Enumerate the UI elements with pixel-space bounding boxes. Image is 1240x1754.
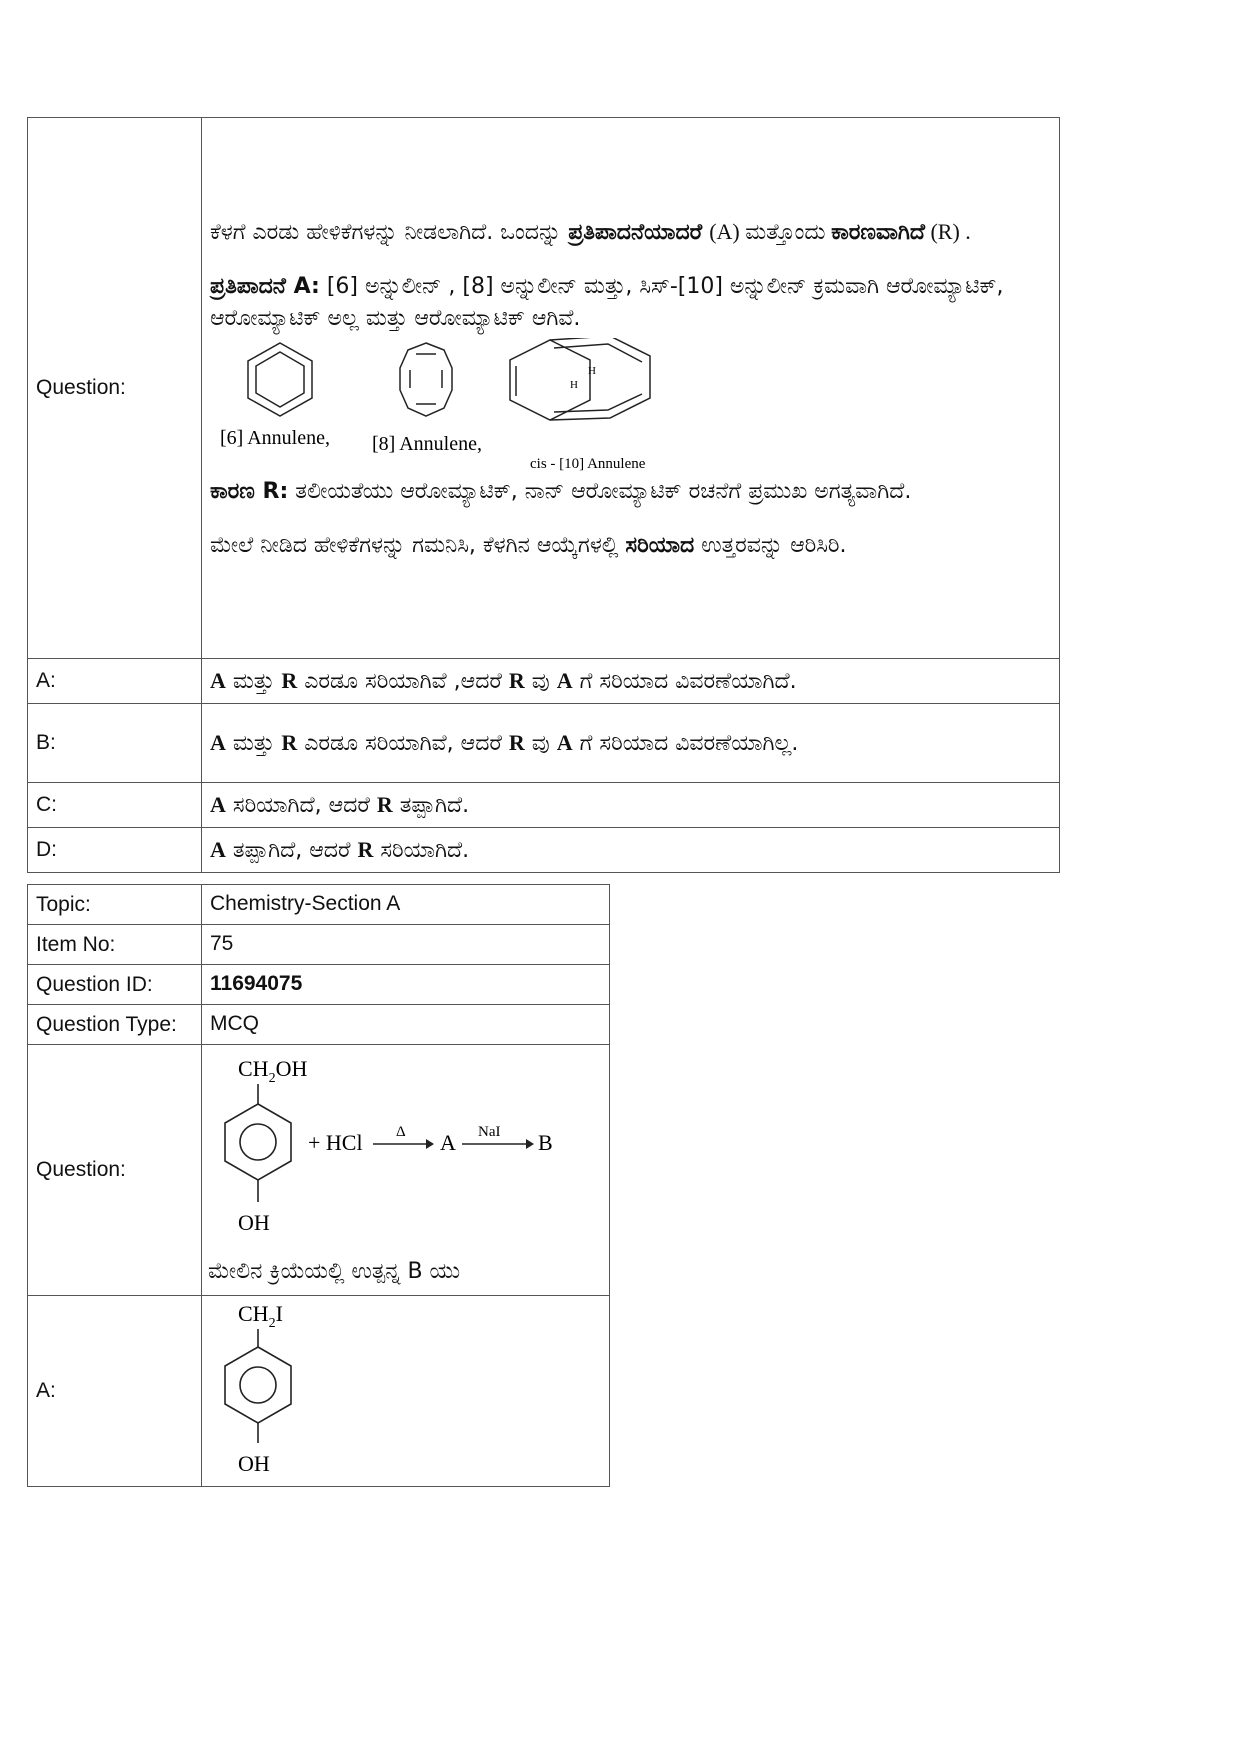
- question-intro: [210, 216, 1051, 249]
- item-no-row: [28, 925, 610, 965]
- opt-a-part: A: [210, 667, 226, 693]
- arrow-1-label: Δ: [396, 1124, 406, 1141]
- benzene-ring-reactant: [225, 1084, 291, 1202]
- question-table-2: [27, 884, 610, 1487]
- option-label-a: A:: [28, 659, 202, 704]
- option-text-b: [202, 704, 1060, 783]
- question-id-value: 11694075: [202, 965, 610, 1005]
- instruction-text-1: ಮೇಲೆ ನೀಡಿದ ಹೇಳಿಕೆಗಳನ್ನು ಗಮನಿಸಿ, ಕೆಳಗಿನ ಆಯ್ಕೆಗಳಲ್ಲಿ: [210, 533, 626, 559]
- annulene-10-label: cis - [10] Annulene: [530, 456, 646, 473]
- question-id-label: Question ID:: [28, 965, 202, 1005]
- question-type-label: Question Type:: [28, 1005, 202, 1045]
- opt-b-part: A: [210, 729, 226, 755]
- opt-b-part: R: [281, 729, 298, 755]
- question-label: [28, 118, 202, 659]
- intro-bold-assertion: ಪ್ರತಿಪಾದನೆಯಾದರೆ: [568, 219, 703, 245]
- item-no-label: Item No:: [28, 925, 202, 965]
- intro-bold-reason: ಕಾರಣವಾಗಿದೆ: [831, 219, 925, 245]
- option-label-a-2: A:: [28, 1296, 202, 1487]
- option-row-a-2: [28, 1296, 610, 1487]
- annulene-6-label: [6] Annulene,: [220, 427, 330, 450]
- question-row-2: [28, 1045, 610, 1296]
- instruction-bold: ಸರಿಯಾದ: [625, 533, 695, 559]
- reaction-scheme: [208, 1052, 578, 1252]
- opt-d-part: A: [210, 836, 226, 862]
- intro-text-3: (R) .: [924, 218, 971, 244]
- opt-b-part: A: [556, 729, 573, 755]
- topic-label: Topic:: [28, 885, 202, 925]
- opt-d-part: ತಪ್ಪಾಗಿದೆ, ಆದರೆ: [225, 837, 358, 863]
- opt-c-part: R: [376, 791, 393, 817]
- item-no-value: 75: [202, 925, 610, 965]
- annulene-figure: [210, 338, 710, 476]
- assertion-paragraph: [210, 271, 1051, 335]
- cis-10-annulene-structure: [510, 338, 650, 420]
- question-table-1: [27, 117, 1060, 873]
- question-label-text: Question:: [36, 376, 126, 399]
- option-a-bottom-group: OH: [238, 1451, 270, 1476]
- option-label-d: D:: [28, 828, 202, 873]
- reason-heading: ಕಾರಣ R:: [210, 479, 289, 505]
- intro-text-1: ಕೆಳಗೆ ಎರಡು ಹೇಳಿಕೆಗಳನ್ನು ನೀಡಲಾಗಿದೆ. ಒಂದನ್ನು: [210, 219, 569, 245]
- assertion-heading: ಪ್ರತಿಪಾದನೆ A:: [210, 273, 320, 299]
- opt-c-part: A: [210, 791, 226, 817]
- question-type-value: MCQ: [202, 1005, 610, 1045]
- opt-a-part: ಗೆ ಸರಿಯಾದ ವಿವರಣೆಯಾಗಿದೆ.: [572, 668, 797, 694]
- opt-d-part: R: [357, 836, 374, 862]
- option-row-d: [28, 828, 1060, 873]
- h-label-1: H: [588, 365, 596, 378]
- question-row: [28, 118, 1060, 659]
- assertion-text: [6] ಅನ್ನುಲೀನ್ , [8] ಅನ್ನುಲೀನ್ ಮತ್ತು, ಸಿಸ್-[10] ಅನ್ನುಲೀನ್ ಕ್ರಮವಾಗಿ ಆರೋಮ್ಯಾಟಿಕ್, ಆರೋಮ್ಯಾಟಿಕ್ ಅಲ್ಲ ಮತ್ತು ಆರೋಮ್ಯಾಟಿಕ್ ಆಗಿವೆ.: [210, 273, 1004, 331]
- opt-a-part: ಎರಡೂ ಸರಿಯಾಗಿವೆ ,ಆದರೆ: [297, 668, 509, 694]
- question-body: [202, 118, 1060, 659]
- product-a: A: [440, 1130, 456, 1156]
- opt-a-part: R: [281, 667, 298, 693]
- opt-a-part: R: [508, 667, 525, 693]
- arrow-head-2: [526, 1139, 534, 1149]
- option-text-c: [202, 783, 1060, 828]
- opt-b-part: ಮತ್ತು: [225, 730, 282, 756]
- option-label-c: C:: [28, 783, 202, 828]
- option-row-a: [28, 659, 1060, 704]
- cyclooctatetraene-structure: [400, 343, 452, 416]
- option-label-b: B:: [28, 704, 202, 783]
- topic-row: [28, 885, 610, 925]
- reason-text: ತಲೀಯತೆಯು ಆರೋಮ್ಯಾಟಿಕ್, ನಾನ್ ಆರೋಮ್ಯಾಟಿಕ್ ರಚನೆಗೆ ಪ್ರಮುಖ ಅಗತ್ಯವಾಗಿದೆ.: [288, 479, 912, 505]
- option-a-structure: [208, 1297, 328, 1485]
- topic-value: Chemistry-Section A: [202, 885, 610, 925]
- reactant-top-group: $CH_2OH$: [238, 1056, 308, 1087]
- arrow-head-1: [426, 1139, 434, 1149]
- opt-b-part: R: [508, 729, 525, 755]
- option-a-top-group: $CH_2I$: [238, 1301, 283, 1331]
- question-body-2: [202, 1045, 610, 1296]
- opt-c-part: ತಪ್ಪಾಗಿದೆ.: [392, 792, 470, 818]
- option-text-a: [202, 659, 1060, 704]
- option-text-d: [202, 828, 1060, 873]
- question-text-2: ಮೇಲಿನ ಕ್ರಿಯೆಯಲ್ಲಿ ಉತ್ಪನ್ನ B ಯು: [208, 1259, 461, 1285]
- h-label-2: H: [570, 379, 578, 392]
- opt-b-part: ಎರಡೂ ಸರಿಯಾಗಿವೆ, ಆದರೆ: [297, 730, 509, 756]
- opt-c-part: ಸರಿಯಾಗಿದೆ, ಆದರೆ: [225, 792, 377, 818]
- benzene-structure: [248, 343, 312, 416]
- option-row-b: [28, 704, 1060, 783]
- opt-d-part: ಸರಿಯಾಗಿದೆ.: [373, 837, 470, 863]
- opt-b-part: ಗೆ ಸರಿಯಾದ ವಿವರಣೆಯಾಗಿಲ್ಲ.: [572, 730, 799, 756]
- reason-paragraph: [210, 476, 1051, 508]
- instruction-paragraph: [210, 530, 1051, 562]
- question-type-row: [28, 1005, 610, 1045]
- opt-a-part: ವು: [524, 668, 557, 694]
- option-a-structure-cell: [202, 1296, 610, 1487]
- benzene-ring-option-a: [225, 1329, 291, 1443]
- instruction-text-2: ಉತ್ತರವನ್ನು ಆರಿಸಿರಿ.: [694, 533, 847, 559]
- question-id-row: [28, 965, 610, 1005]
- product-b: B: [538, 1130, 553, 1156]
- opt-a-part: ಮತ್ತು: [225, 668, 282, 694]
- reactant-bottom-group: OH: [238, 1210, 270, 1236]
- reagent-hcl: + HCl: [308, 1130, 363, 1156]
- question-label-2: Question:: [28, 1045, 202, 1296]
- arrow-2-label: NaI: [478, 1124, 501, 1141]
- opt-a-part: A: [556, 667, 573, 693]
- option-row-c: [28, 783, 1060, 828]
- annulene-8-label: [8] Annulene,: [372, 433, 482, 456]
- intro-text-2: (A) ಮತ್ತೊಂದು: [709, 218, 832, 244]
- opt-b-part: ವು: [524, 730, 557, 756]
